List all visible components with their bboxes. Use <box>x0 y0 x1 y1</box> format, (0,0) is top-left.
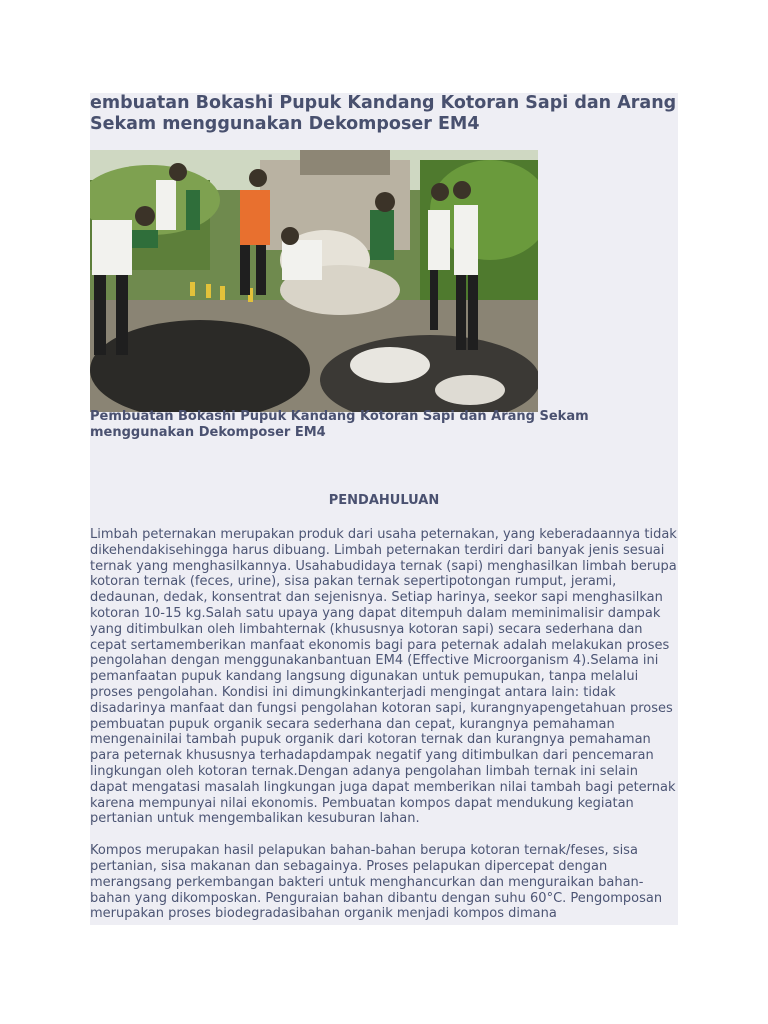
document-title: embuatan Bokashi Pupuk Kandang Kotoran Sapi dan Arang Sekam menggunakan Dekomposer EM4 <box>90 93 677 134</box>
paragraph: Kompos merupakan hasil pelapukan bahan-bahan berupa kotoran ternak/feses, sisa pertanian, sisa makanan dan sebagainya. Proses pelapukan dipercepat dengan merangsang perkembangan bakteri untuk menghancurkan dan menguraikan bahan-bahan yang dikomposkan. Penguraian bahan dibantu dengan suhu 60°C. Pengomposan merupakan proses biodegradasibahan organik menjadi kompos dimana <box>90 843 663 922</box>
photo-composting-activity <box>90 150 538 412</box>
photo-caption: Pembuatan Bokashi Pupuk Kandang Kotoran Sapi dan Arang Sekam menggunakan Dekomposer EM4 <box>90 409 589 440</box>
document-page <box>90 93 678 925</box>
paragraph: Limbah peternakan merupakan produk dari usaha peternakan, yang keberadaannya tidak dikehendakisehingga harus dibuang. Limbah peternakan terdiri dari banyak jenis sesuai ternak yang menghasilkannya. Usahabudidaya ternak (sapi) menghasilkan limbah berupa kotoran ternak (feces, urine), sisa pakan ternak sepertipotongan rumput, jerami, dedaunan, dedak, konsentrat dan sejenisnya. Setiap harinya, seekor sapi menghasilkan kotoran 10-15 kg.Salah satu upaya yang dapat ditempuh dalam meminimalisir dampak yang ditimbulkan oleh limbahternak (khususnya kotoran sapi) secara sederhana dan cepat sertamemberikan manfaat ekonomis bagi para peternak adalah melakukan proses pengolahan dengan menggunakanbantuan EM4 (Effective Microorganism 4).Selama ini pemanfaatan pupuk kandang langsung digunakan untuk pemupukan, tanpa melalui proses pengolahan. Kondisi ini dimungkinkanterjadi mengingat antara lain: tidak disadarinya manfaat dan fungsi pengolahan kotoran sapi, kurangnyapengetahuan proses pembuatan pupuk organik secara sederhana dan cepat, kurangnya pemahaman mengenainilai tambah pupuk organik dari kotoran ternak dan kurangnya pemahaman para peternak khususnya terhadapdampak negatif yang ditimbulkan dari pencemaran lingkungan oleh kotoran ternak.Dengan adanya pengolahan limbah ternak ini selain dapat mengatasi masalah lingkungan juga dapat memberikan nilai tambah bagi peternak karena mempunyai nilai ekonomis. Pembuatan kompos dapat mendukung kegiatan pertanian untuk mengembalikan kesuburan lahan. <box>90 527 677 827</box>
section-heading: PENDAHULUAN <box>328 493 440 508</box>
body-text <box>90 527 678 925</box>
